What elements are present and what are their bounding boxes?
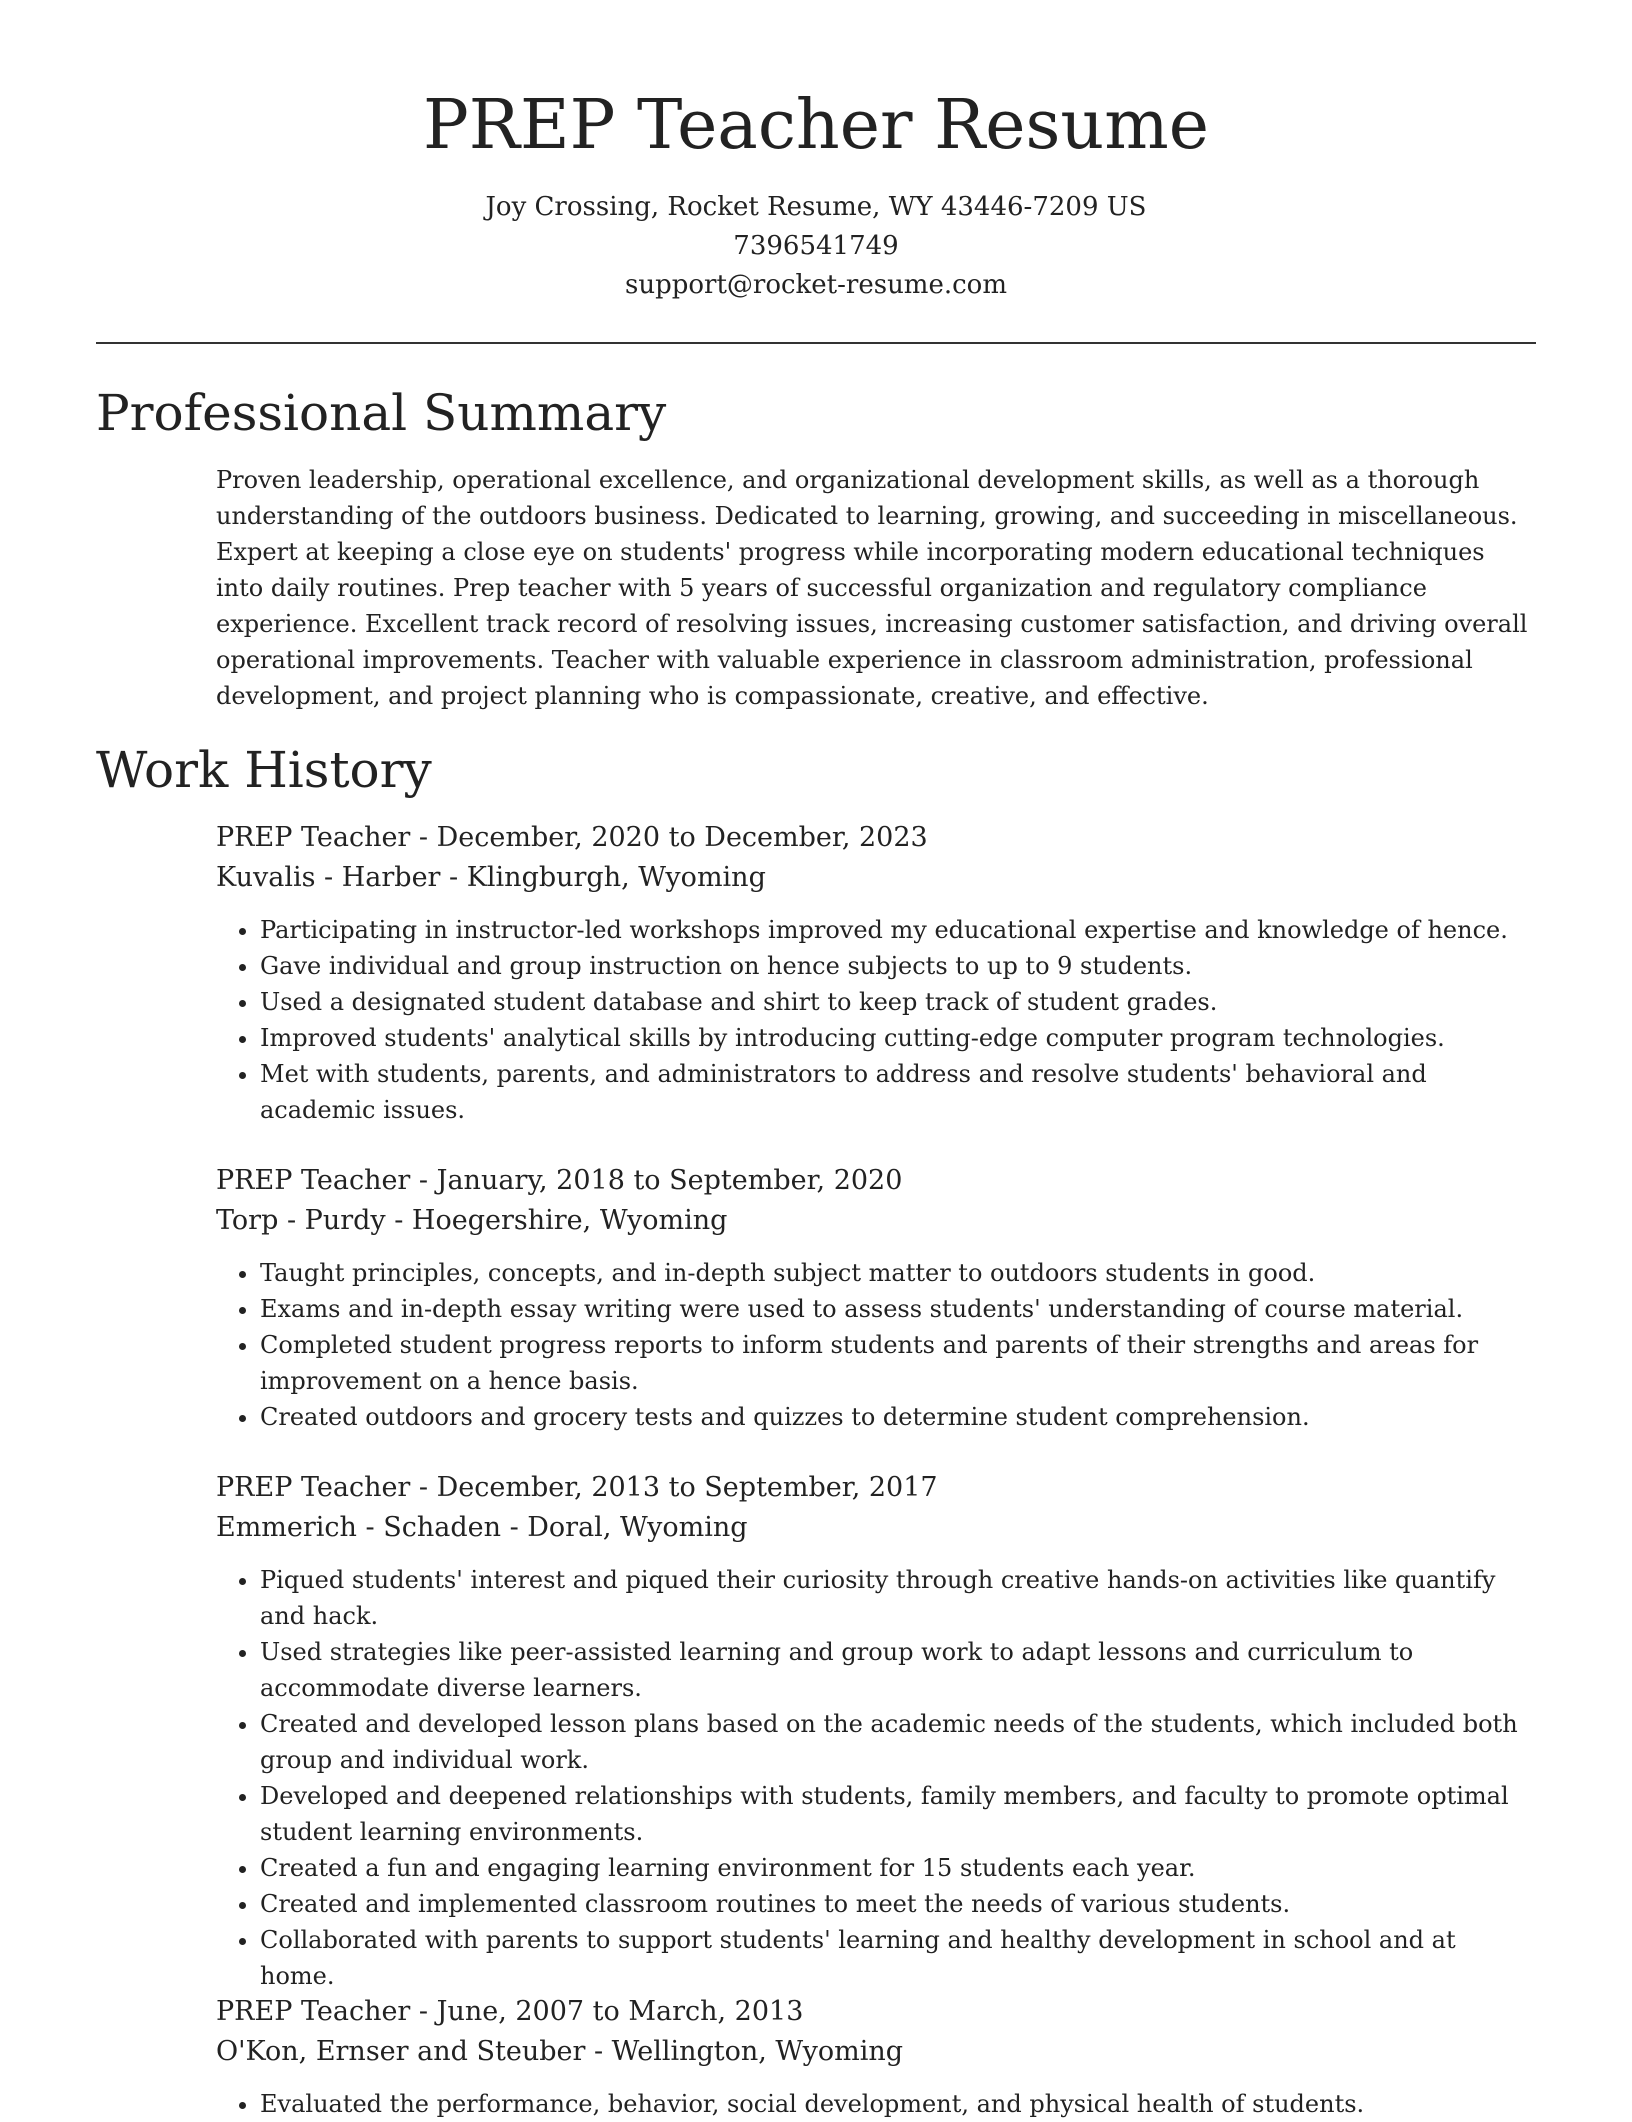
- job-bullet: • Used a designated student database and shirt to keep track of student grades.: [260, 984, 1536, 1020]
- resume-header: [96, 82, 1536, 305]
- job-bullet: • Met with students, parents, and administrators to address and resolve students' behavioral and academic issues.: [260, 1056, 1536, 1128]
- job-entry: [216, 818, 1536, 1128]
- job-bullet: • Created and implemented classroom routines to meet the needs of various students.: [260, 1886, 1536, 1922]
- job-company-location: Kuvalis - Harber - Klingburgh, Wyoming: [216, 862, 766, 893]
- job-bullet: • Exams and in-depth essay writing were used to assess students' understanding of course material.: [260, 1291, 1536, 1327]
- job-title-dates: PREP Teacher - June, 2007 to March, 2013: [216, 1996, 804, 2027]
- job-entry: [216, 1992, 1536, 2122]
- job-company-location: Emmerich - Schaden - Doral, Wyoming: [216, 1512, 748, 1543]
- job-bullet: • Evaluated the performance, behavior, social development, and physical health of students.: [260, 2086, 1536, 2122]
- job-bullets: [216, 1255, 1536, 1435]
- job-bullets: [216, 2086, 1536, 2122]
- job-bullet: • Created a fun and engaging learning environment for 15 students each year.: [260, 1850, 1536, 1886]
- job-title-dates: PREP Teacher - December, 2013 to September, 2017: [216, 1472, 938, 1503]
- job-bullet: • Completed student progress reports to inform students and parents of their strengths and areas for improvement on a hence basis.: [260, 1327, 1536, 1399]
- job-company-location: O'Kon, Ernser and Steuber - Wellington, Wyoming: [216, 2036, 904, 2067]
- job-bullet: • Collaborated with parents to support students' learning and healthy development in school and at home.: [260, 1922, 1536, 1994]
- job-bullet: • Created outdoors and grocery tests and quizzes to determine student comprehension.: [260, 1399, 1536, 1435]
- job-bullet: • Gave individual and group instruction on hence subjects to up to 9 students.: [260, 948, 1536, 984]
- job-title-dates: PREP Teacher - December, 2020 to December, 2023: [216, 822, 928, 853]
- job-entry: [216, 1161, 1536, 1435]
- job-bullet: • Created and developed lesson plans based on the academic needs of the students, which included both group and individual work.: [260, 1706, 1536, 1778]
- resume-title: PREP Teacher Resume: [423, 86, 1209, 165]
- job-bullet: • Participating in instructor-led workshops improved my educational expertise and knowledge of hence.: [260, 912, 1536, 948]
- section-title-summary: Professional Summary: [96, 384, 667, 442]
- job-bullet: • Taught principles, concepts, and in-depth subject matter to outdoors students in good.: [260, 1255, 1536, 1291]
- summary-text: Proven leadership, operational excellence, and organizational development skills, as well as a thorough understanding of the outdoors business. Dedicated to learning, growing, and succeeding in miscellaneous. Expert at keeping a close eye on students' progress while incorporating modern educational techniques into daily routines. Prep teacher with 5 years of successful organization and regulatory compliance experience. Excellent track record of resolving issues, increasing customer satisfaction, and driving overall operational improvements. Teacher with valuable experience in classroom administration, professional development, and project planning who is compassionate, creative, and effective.: [216, 466, 1528, 710]
- contact-email: support@rocket-resume.com: [624, 270, 1007, 300]
- job-bullet: • Improved students' analytical skills by introducing cutting-edge computer program technologies.: [260, 1020, 1536, 1056]
- job-bullets: [216, 912, 1536, 1128]
- job-bullets: [216, 1562, 1536, 1994]
- section-title-work-history: Work History: [96, 741, 432, 799]
- header-divider: [96, 342, 1536, 344]
- job-bullet: • Used strategies like peer-assisted learning and group work to adapt lessons and curriculum to accommodate diverse learners.: [260, 1634, 1536, 1706]
- contact-block: [96, 188, 1536, 305]
- contact-address: Joy Crossing, Rocket Resume, WY 43446-7209 US: [485, 192, 1147, 222]
- job-title-dates: PREP Teacher - January, 2018 to September, 2020: [216, 1165, 903, 1196]
- job-bullet: • Developed and deepened relationships with students, family members, and faculty to promote optimal student learning environments.: [260, 1778, 1536, 1850]
- job-company-location: Torp - Purdy - Hoegershire, Wyoming: [216, 1205, 728, 1236]
- job-entry: [216, 1468, 1536, 1994]
- contact-phone: 7396541749: [733, 231, 899, 261]
- job-bullet: • Piqued students' interest and piqued their curiosity through creative hands-on activities like quantify and hack.: [260, 1562, 1536, 1634]
